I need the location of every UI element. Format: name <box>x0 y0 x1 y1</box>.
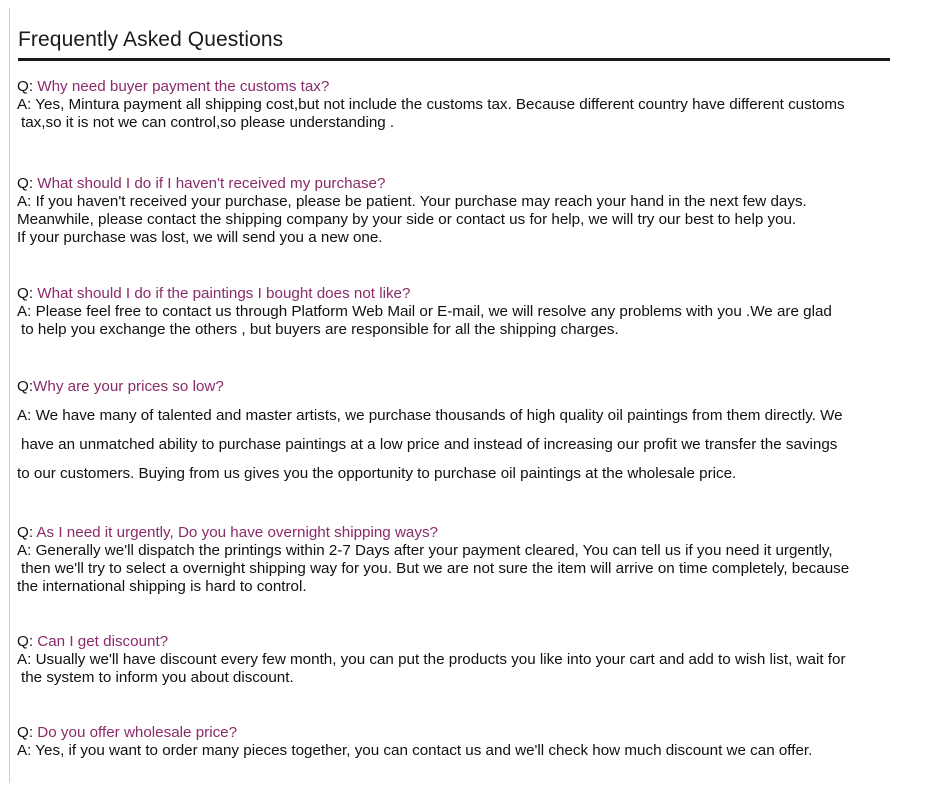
answer-line: A: Please feel free to contact us through Platform Web Mail or E-mail, we will resolve any problems with you .We are glad <box>17 303 832 320</box>
faq-item <box>17 372 932 488</box>
faq-item <box>17 724 932 760</box>
answer-line: then we'll try to select a overnight shipping way for you. But we are not sure the item will arrive on time completely, because <box>21 560 850 577</box>
faq-header <box>18 26 890 61</box>
faq-item <box>17 78 932 132</box>
answer-line: A: Usually we'll have discount every few month, you can put the products you like into your cart and add to wish list, wait for <box>17 651 846 668</box>
faq-question <box>17 175 932 193</box>
answer-line: have an unmatched ability to purchase paintings at a low price and instead of increasing our profit we transfer the savings <box>21 436 838 453</box>
question-text: Why are your prices so low? <box>33 378 224 395</box>
title-underline <box>18 58 890 61</box>
question-text: What should I do if the paintings I bought does not like? <box>37 285 411 302</box>
question-prefix: Q: <box>17 633 38 650</box>
faq-question <box>17 285 932 303</box>
faq-item <box>17 633 932 687</box>
faq-item <box>17 524 932 596</box>
question-text: Do you offer wholesale price? <box>37 724 238 741</box>
page-title: Frequently Asked Questions <box>18 28 284 51</box>
question-text: What should I do if I haven't received my purchase? <box>37 175 386 192</box>
question-text: Can I get discount? <box>37 633 169 650</box>
answer-line: A: Yes, if you want to order many pieces together, you can contact us and we'll check how much discount we can offer. <box>17 742 813 759</box>
question-prefix: Q: <box>17 524 37 541</box>
answer-line: A: Generally we'll dispatch the printings within 2-7 Days after your payment cleared, You can tell us if you need it urgently, <box>17 542 833 559</box>
question-prefix: Q: <box>17 175 38 192</box>
question-text: As I need it urgently, Do you have overnight shipping ways? <box>36 524 438 541</box>
faq-item <box>17 175 932 247</box>
answer-line: A: Yes, Mintura payment all shipping cost,but not include the customs tax. Because different country have different customs <box>17 96 845 113</box>
question-text: Why need buyer payment the customs tax? <box>37 78 330 95</box>
faq-question <box>17 78 932 96</box>
answer-line: If your purchase was lost, we will send you a new one. <box>17 229 383 246</box>
answer-line: to our customers. Buying from us gives you the opportunity to purchase oil paintings at the wholesale price. <box>17 465 737 482</box>
answer-line: the international shipping is hard to control. <box>17 578 307 595</box>
question-prefix: Q: <box>17 724 38 741</box>
faq-item <box>17 285 932 339</box>
left-border-line <box>9 8 10 783</box>
answer-line: A: We have many of talented and master artists, we purchase thousands of high quality oil paintings from them directly. We <box>17 407 843 424</box>
faq-question <box>17 524 932 542</box>
question-prefix: Q: <box>17 378 34 395</box>
question-prefix: Q: <box>17 78 38 95</box>
answer-line: A: If you haven't received your purchase, please be patient. Your purchase may reach your hand in the next few days. <box>17 193 807 210</box>
answer-line: Meanwhile, please contact the shipping company by your side or contact us for help, we will try our best to help you. <box>17 211 797 228</box>
question-prefix: Q: <box>17 285 38 302</box>
answer-line: to help you exchange the others , but buyers are responsible for all the shipping charges. <box>21 321 619 338</box>
answer-line: tax,so it is not we can control,so please understanding . <box>21 114 395 131</box>
faq-question <box>17 372 932 401</box>
answer-line: the system to inform you about discount. <box>21 669 294 686</box>
faq-question <box>17 633 932 651</box>
faq-question <box>17 724 932 742</box>
